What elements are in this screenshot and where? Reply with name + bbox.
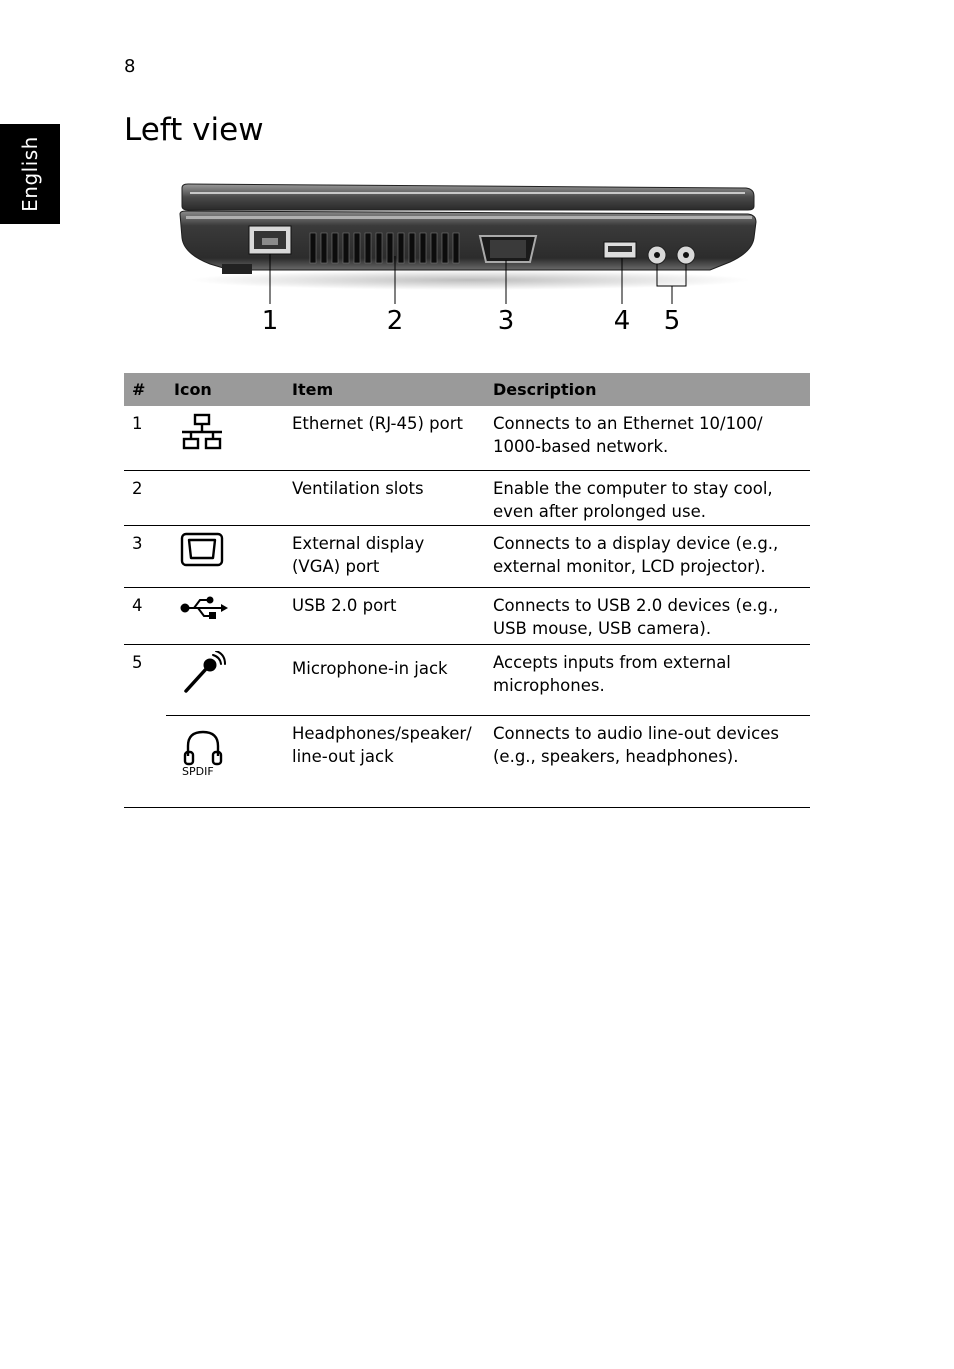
row-item: Ventilation slots — [284, 471, 485, 526]
row-description: Connects to an Ethernet 10/100/ 1000-based network. — [485, 406, 810, 471]
side-tab-label: English — [18, 136, 42, 212]
row-description: Enable the computer to stay cool, even after prolonged use. — [485, 471, 810, 526]
ports-table — [124, 373, 810, 808]
row-icon-cell — [166, 526, 284, 588]
callout-5: 5 — [663, 306, 681, 336]
row-item: USB 2.0 port — [284, 588, 485, 645]
row-description: Connects to USB 2.0 devices (e.g., USB mouse, USB camera). — [485, 588, 810, 645]
row-icon-cell — [166, 588, 284, 645]
row-item: External display (VGA) port — [284, 526, 485, 588]
page-title: Left view — [124, 112, 264, 148]
ethernet-icon — [180, 412, 224, 452]
table-row — [124, 526, 810, 588]
header-number: # — [124, 373, 166, 406]
table-row — [124, 471, 810, 526]
row-number: 2 — [124, 471, 166, 526]
row-icon-cell — [166, 645, 284, 716]
row-item: Ethernet (RJ-45) port — [284, 406, 485, 471]
table-row — [124, 645, 810, 716]
row-item: Microphone-in jack — [284, 645, 485, 716]
page-number: 8 — [124, 56, 136, 77]
row-icon-cell — [166, 471, 284, 526]
callout-1: 1 — [261, 306, 279, 336]
row-description: Connects to a display device (e.g., external monitor, LCD projector). — [485, 526, 810, 588]
row-icon-cell — [166, 716, 284, 808]
row-number: 1 — [124, 406, 166, 471]
header-item: Item — [284, 373, 485, 406]
callout-2: 2 — [386, 306, 404, 336]
callout-3: 3 — [497, 306, 515, 336]
row-number: 5 — [124, 645, 166, 808]
row-number: 4 — [124, 588, 166, 645]
microphone-icon — [180, 651, 226, 695]
row-number: 3 — [124, 526, 166, 588]
table-row — [124, 588, 810, 645]
row-description: Accepts inputs from external microphones. — [485, 645, 810, 716]
row-item: Headphones/speaker/ line-out jack — [284, 716, 485, 808]
table-row — [124, 406, 810, 471]
row-description: Connects to audio line-out devices (e.g., speakers, headphones). — [485, 716, 810, 808]
display-icon — [180, 532, 226, 568]
spdif-label: SPDIF — [182, 765, 214, 778]
side-language-tab — [0, 124, 60, 224]
table-row — [124, 716, 810, 808]
callout-4: 4 — [613, 306, 631, 336]
headphones-icon — [180, 728, 226, 768]
table-header-row — [124, 373, 810, 406]
usb-icon — [180, 594, 230, 622]
row-icon-cell — [166, 406, 284, 471]
header-description: Description — [485, 373, 810, 406]
header-icon: Icon — [166, 373, 284, 406]
